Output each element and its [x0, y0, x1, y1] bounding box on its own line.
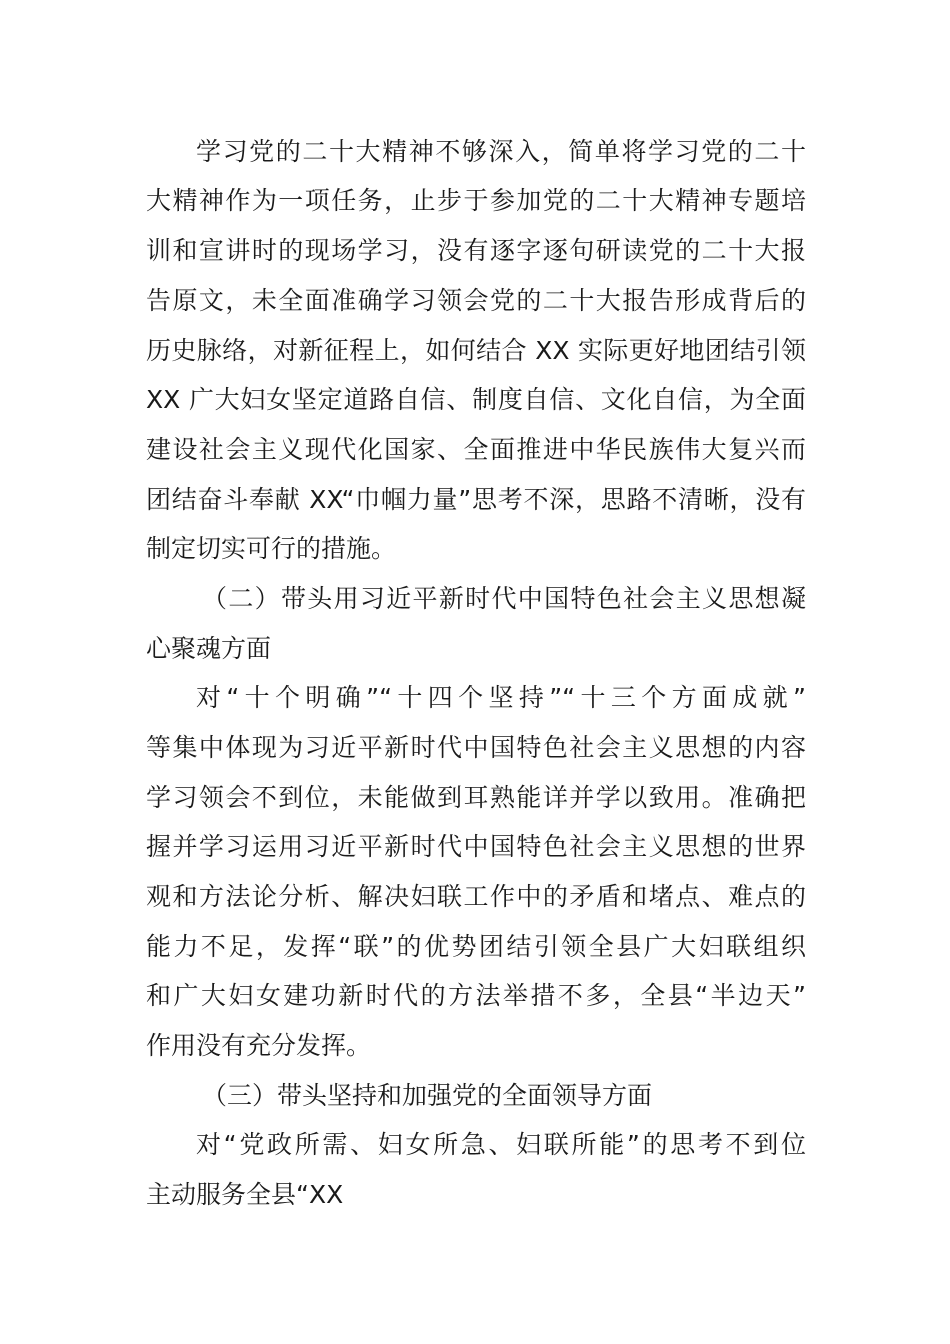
text-line: 大精神作为一项任务，止步于参加党的二十大精神专题培 — [146, 186, 806, 215]
text-line: 对“十个明确”“十四个坚持”“十三个方面成就” — [196, 683, 806, 712]
text-line: 作用没有充分发挥。 — [146, 1031, 372, 1060]
text-line: 历史脉络，对新征程上，如何结合 XX 实际更好地团结引领 — [146, 336, 806, 365]
text-line: 主动服务全县“XX — [146, 1180, 344, 1209]
text-line: 等集中体现为习近平新时代中国特色社会主义思想的内容 — [146, 733, 806, 762]
text-line: XX 广大妇女坚定道路自信、制度自信、文化自信，为全面 — [146, 385, 806, 414]
text-line: 建设社会主义现代化国家、全面推进中华民族伟大复兴而 — [146, 435, 806, 464]
text-line: 握并学习运用习近平新时代中国特色社会主义思想的世界 — [146, 832, 806, 861]
text-line: 制定切实可行的措施。 — [146, 534, 397, 563]
text-line: 学习党的二十大精神不够深入，简单将学习党的二十 — [196, 137, 806, 166]
text-line: 训和宣讲时的现场学习，没有逐字逐句研读党的二十大报 — [146, 236, 806, 265]
section-heading: 心聚魂方面 — [146, 634, 272, 663]
text-line: 和广大妇女建功新时代的方法举措不多，全县“半边天” — [146, 981, 806, 1010]
text-line: 团结奋斗奉献 XX“巾帼力量”思考不深，思路不清晰，没有 — [146, 485, 806, 514]
text-line: 学习领会不到位，未能做到耳熟能详并学以致用。准确把 — [146, 783, 806, 812]
text-line: 能力不足，发挥“联”的优势团结引领全县广大妇联组织 — [146, 932, 806, 961]
text-line: 观和方法论分析、解决妇联工作中的矛盾和堵点、难点的 — [146, 882, 806, 911]
section-heading: （二）带头用习近平新时代中国特色社会主义思想凝 — [202, 584, 806, 613]
text-line: 对“党政所需、妇女所急、妇联所能”的思考不到位 — [196, 1130, 806, 1159]
text-line: 告原文，未全面准确学习领会党的二十大报告形成背后的 — [146, 286, 806, 315]
section-heading: （三）带头坚持和加强党的全面领导方面 — [202, 1081, 653, 1110]
